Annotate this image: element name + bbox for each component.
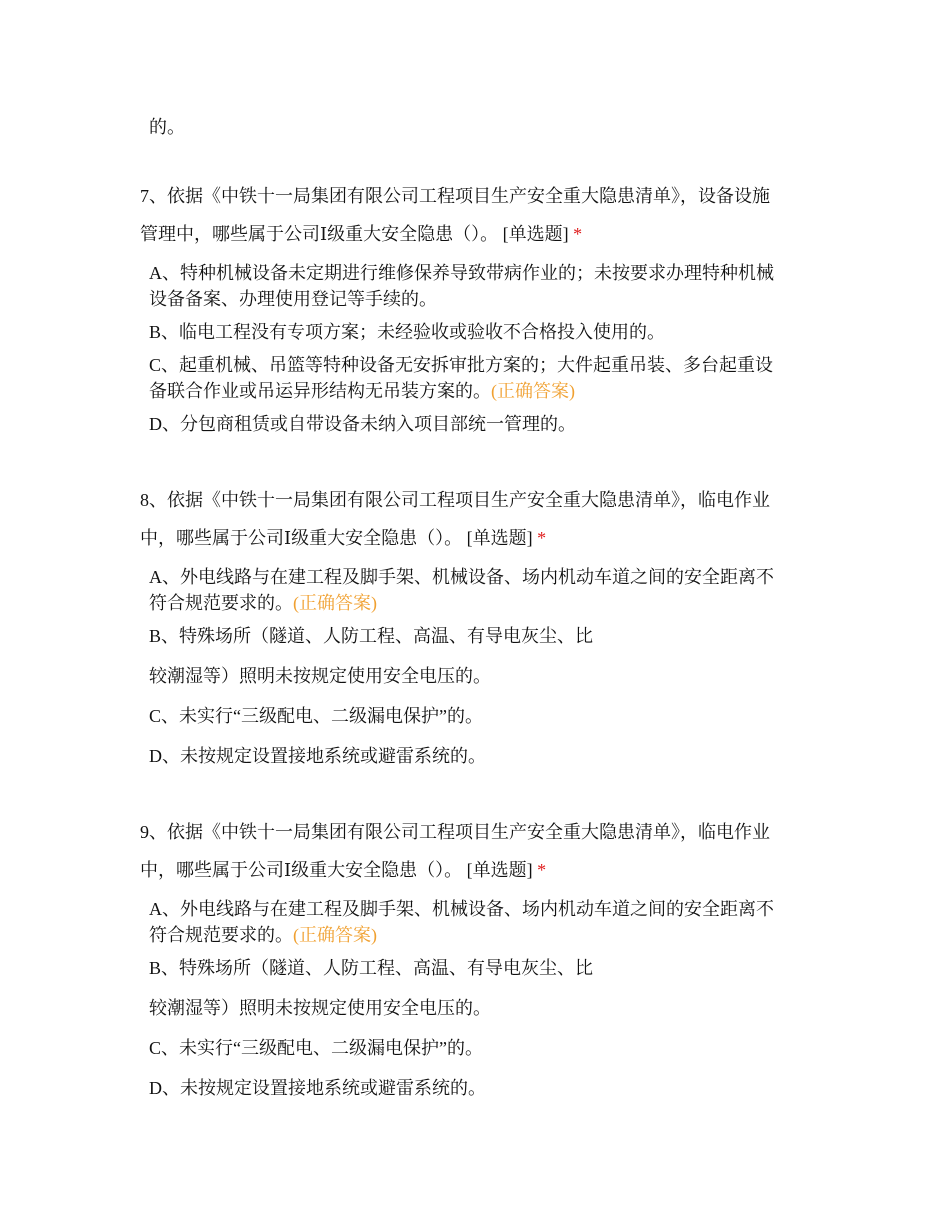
question-9-option-b-line1[interactable]: B、特殊场所（隧道、人防工程、高温、有导电灰尘、比 bbox=[149, 958, 594, 978]
question-7-title-line2 bbox=[140, 222, 582, 246]
question-7-option-b[interactable]: B、临电工程没有专项方案；未经验收或验收不合格投入使用的。 bbox=[149, 322, 666, 342]
question-8-option-a-line2[interactable] bbox=[149, 591, 377, 615]
question-7-option-a-line1[interactable]: A、特种机械设备未定期进行维修保养导致带病作业的；未按要求办理特种机械 bbox=[149, 263, 774, 283]
question-9-title-line1: 9、依据《中铁十一局集团有限公司工程项目生产安全重大隐患清单》，临电作业 bbox=[140, 822, 770, 842]
required-mark: * bbox=[537, 528, 547, 548]
correct-answer-label: (正确答案) bbox=[293, 925, 377, 945]
question-9-option-b-line2[interactable]: 较潮湿等）照明未按规定使用安全电压的。 bbox=[149, 998, 491, 1018]
question-8-title-text: 中，哪些属于公司Ⅰ级重大安全隐患（）。 bbox=[140, 528, 463, 548]
question-7-title-line1: 7、依据《中铁十一局集团有限公司工程项目生产安全重大隐患清单》，设备设施 bbox=[140, 186, 770, 206]
question-8-title-line2 bbox=[140, 526, 546, 550]
required-mark: * bbox=[573, 224, 583, 244]
question-8-option-b-line2[interactable]: 较潮湿等）照明未按规定使用安全电压的。 bbox=[149, 666, 491, 686]
question-type-tag: [单选题] bbox=[502, 224, 569, 244]
question-7-option-c-line2[interactable] bbox=[149, 379, 575, 403]
option-text: 备联合作业或吊运异形结构无吊装方案的。 bbox=[149, 381, 491, 401]
question-9-option-d[interactable]: D、未按规定设置接地系统或避雷系统的。 bbox=[149, 1078, 486, 1098]
correct-answer-label: (正确答案) bbox=[491, 381, 575, 401]
question-7-option-d[interactable]: D、分包商租赁或自带设备未纳入项目部统一管理的。 bbox=[149, 414, 576, 434]
question-8-title-line1: 8、依据《中铁十一局集团有限公司工程项目生产安全重大隐患清单》，临电作业 bbox=[140, 490, 770, 510]
question-8-option-d[interactable]: D、未按规定设置接地系统或避雷系统的。 bbox=[149, 746, 486, 766]
option-text: 符合规范要求的。 bbox=[149, 925, 293, 945]
question-7-title-text: 管理中，哪些属于公司Ⅰ级重大安全隐患（）。 bbox=[140, 224, 499, 244]
question-9-option-c[interactable]: C、未实行“三级配电、二级漏电保护”的。 bbox=[149, 1038, 483, 1058]
carryover-text: 的。 bbox=[149, 117, 185, 137]
question-9-option-a-line2[interactable] bbox=[149, 923, 377, 947]
question-8-option-b-line1[interactable]: B、特殊场所（隧道、人防工程、高温、有导电灰尘、比 bbox=[149, 626, 594, 646]
question-9-title-line2 bbox=[140, 858, 546, 882]
question-8-option-a-line1[interactable]: A、外电线路与在建工程及脚手架、机械设备、场内机动车道之间的安全距离不 bbox=[149, 567, 774, 587]
question-9-option-a-line1[interactable]: A、外电线路与在建工程及脚手架、机械设备、场内机动车道之间的安全距离不 bbox=[149, 899, 774, 919]
question-7-option-a-line2[interactable]: 设备备案、办理使用登记等手续的。 bbox=[149, 289, 437, 309]
question-7-option-c-line1[interactable]: C、起重机械、吊篮等特种设备无安拆审批方案的；大件起重吊装、多台起重设 bbox=[149, 355, 774, 375]
question-type-tag: [单选题] bbox=[466, 528, 533, 548]
correct-answer-label: (正确答案) bbox=[293, 593, 377, 613]
question-type-tag: [单选题] bbox=[466, 860, 533, 880]
question-9-title-text: 中，哪些属于公司Ⅰ级重大安全隐患（）。 bbox=[140, 860, 463, 880]
option-text: 符合规范要求的。 bbox=[149, 593, 293, 613]
question-8-option-c[interactable]: C、未实行“三级配电、二级漏电保护”的。 bbox=[149, 706, 483, 726]
required-mark: * bbox=[537, 860, 547, 880]
